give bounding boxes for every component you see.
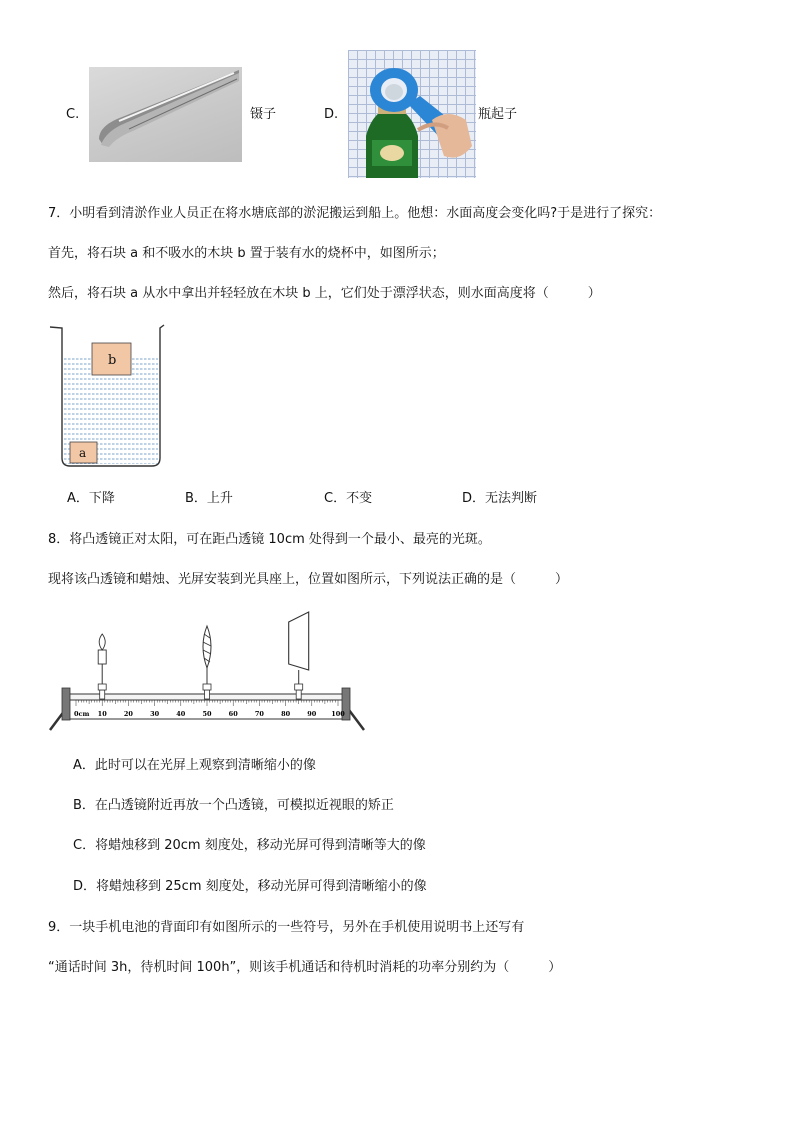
option-c-letter: C. [66, 107, 80, 122]
beaker-figure [48, 322, 168, 472]
q7-option-a: A．下降 [67, 491, 115, 506]
scale-tick-label: 60 [228, 710, 238, 718]
q7-option-c: C．不变 [324, 491, 373, 506]
option-d-letter: D. [324, 107, 339, 122]
stone-a-label: a [79, 446, 87, 460]
q8-option-a: A．此时可以在光屏上观察到清晰缩小的像 [73, 758, 316, 773]
option-d-label: 瓶起子 [478, 107, 518, 122]
scale-tick-label: 80 [281, 710, 291, 718]
tweezers-photo [89, 67, 242, 162]
scale-tick-label: 0cm [74, 710, 90, 718]
option-c-label: 镊子 [250, 107, 277, 122]
q7-option-d: D．无法判断 [462, 491, 538, 506]
q9-stem-line2: “通话时间 3h，待机时间 100h”，则该手机通话和待机时消耗的功率分别约为（ ） [48, 960, 562, 975]
scale-tick-label: 50 [202, 710, 212, 718]
candle [98, 634, 106, 699]
optical-bench-figure [46, 608, 366, 736]
light-screen [289, 612, 309, 699]
scale-tick-label: 70 [254, 710, 264, 718]
q7-stem-line2: 首先，将石块 a 和不吸水的木块 b 置于装有水的烧杯中，如图所示； [48, 246, 445, 261]
bottle-opener-icon [348, 50, 476, 178]
q7-stem-line3: 然后，将石块 a 从水中拿出并轻轻放在木块 b 上，它们处于漂浮状态，则水面高度将（ ） [48, 286, 601, 301]
q9-stem-line1: 9．一块手机电池的背面印有如图所示的一些符号，另外在手机使用说明书上还写有 [48, 920, 525, 935]
block-b-label: b [108, 353, 117, 368]
q8-option-b: B．在凸透镜附近再放一个凸透镜，可模拟近视眼的矫正 [73, 798, 394, 813]
scale-tick-label: 90 [307, 710, 317, 718]
scale-tick-label: 10 [97, 710, 107, 718]
scale-tick-label: 100 [331, 710, 345, 718]
bench-left-end [62, 688, 70, 720]
scale-tick-label: 30 [150, 710, 160, 718]
scale-tick-label: 20 [123, 710, 133, 718]
q8-option-c: C．将蜡烛移到 20cm 刻度处，移动光屏可得到清晰等大的像 [73, 838, 426, 853]
q8-stem-line2: 现将该凸透镜和蜡烛、光屏安装到光具座上，位置如图所示，下列说法正确的是（ ） [48, 572, 569, 587]
scale-tick-label: 40 [176, 710, 186, 718]
tweezers-icon [89, 67, 242, 162]
q8-stem-line1: 8．将凸透镜正对太阳，可在距凸透镜 10cm 处得到一个最小、最亮的光斑。 [48, 532, 491, 547]
q7-stem-line1: 7．小明看到清淤作业人员正在将水塘底部的淤泥搬运到船上。他想：水面高度会变化吗?于是进行了探究： [48, 206, 662, 221]
q7-option-b: B．上升 [185, 491, 233, 506]
q8-option-d: D．将蜡烛移到 25cm 刻度处，移动光屏可得到清晰缩小的像 [73, 879, 427, 894]
bottle-opener-photo [348, 50, 476, 178]
convex-lens [203, 626, 211, 699]
